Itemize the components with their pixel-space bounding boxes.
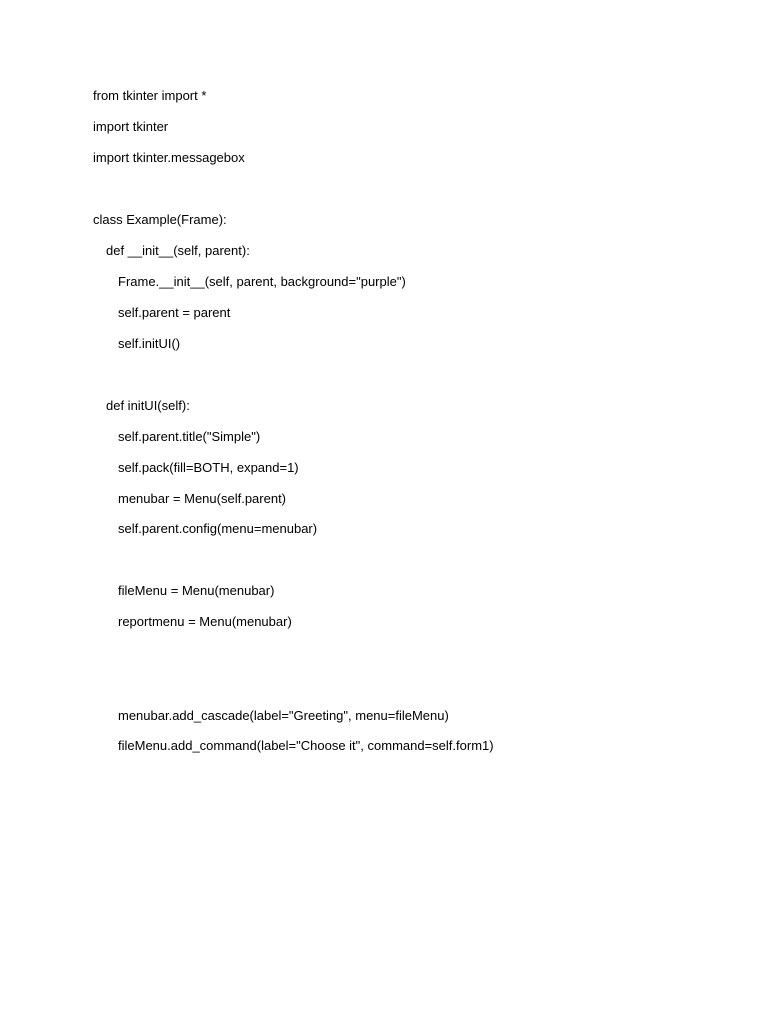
code-line: reportmenu = Menu(menubar) (118, 614, 292, 629)
code-line: def __init__(self, parent): (106, 243, 250, 258)
code-line: menubar = Menu(self.parent) (118, 491, 287, 506)
code-line: from tkinter import * (93, 88, 207, 103)
code-line: self.parent = parent (118, 305, 231, 320)
code-line: Frame.__init__(self, parent, background="purple") (118, 274, 406, 289)
code-line: self.initUI() (118, 336, 181, 351)
code-line: fileMenu = Menu(menubar) (118, 583, 275, 598)
code-line: class Example(Frame): (93, 212, 227, 227)
code-line: menubar.add_cascade(label="Greeting", menu=fileMenu) (118, 708, 449, 723)
code-line: self.parent.config(menu=menubar) (118, 521, 318, 536)
code-line: def initUI(self): (106, 398, 190, 413)
code-line: self.parent.title("Simple") (118, 429, 261, 444)
code-line: import tkinter (93, 119, 169, 134)
code-line: self.pack(fill=BOTH, expand=1) (118, 460, 299, 475)
code-line: fileMenu.add_command(label="Choose it", command=self.form1) (118, 738, 494, 753)
code-line: import tkinter.messagebox (93, 150, 245, 165)
